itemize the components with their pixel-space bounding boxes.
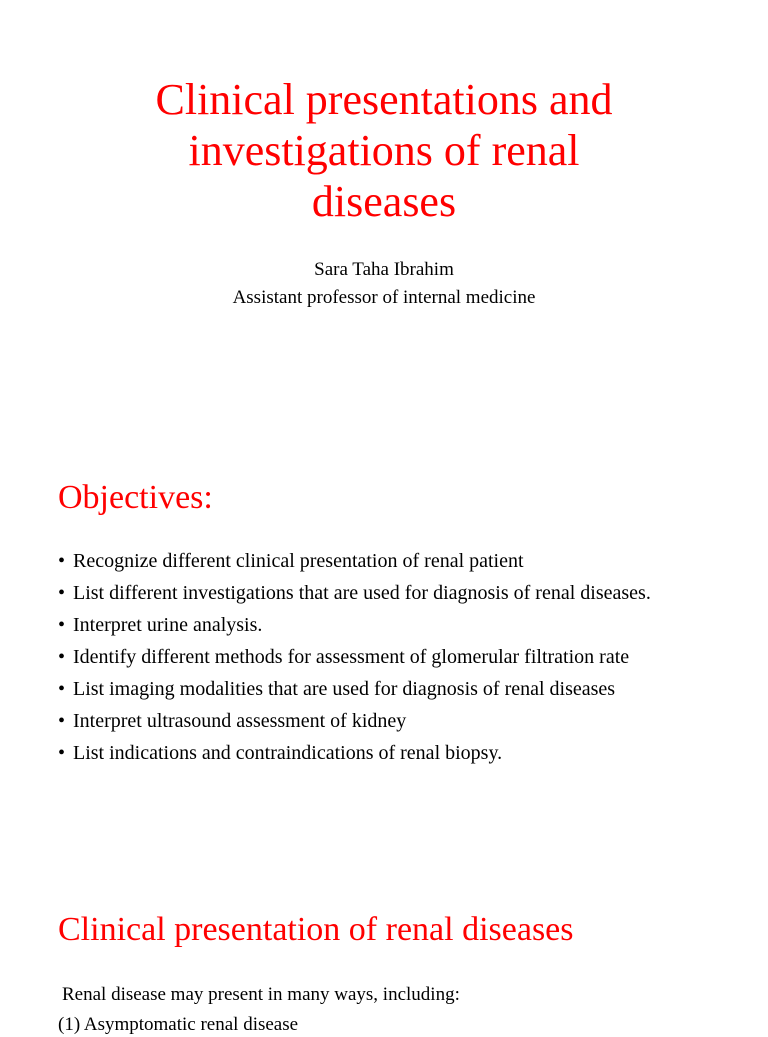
objective-text: Recognize different clinical presentation of renal patient	[73, 550, 524, 572]
bullet-icon: •	[58, 646, 66, 668]
list-item	[58, 645, 708, 669]
objectives-heading: Objectives:	[58, 479, 213, 516]
objective-text: List different investigations that are used for diagnosis of renal diseases.	[73, 582, 651, 604]
objective-text: List imaging modalities that are used for diagnosis of renal diseases	[73, 678, 616, 700]
bullet-icon: •	[58, 678, 66, 700]
numbered-item: (1) Asymptomatic renal disease	[58, 1014, 299, 1035]
bullet-icon: •	[58, 710, 66, 732]
objective-text: List indications and contraindications of renal biopsy.	[73, 742, 503, 764]
objective-text: Interpret ultrasound assessment of kidney	[73, 710, 407, 732]
list-item	[58, 709, 708, 733]
title-line-3: diseases	[311, 177, 457, 226]
title-line-1: Clinical presentations and	[155, 75, 613, 124]
objective-text: Interpret urine analysis.	[73, 614, 263, 636]
list-item	[58, 677, 708, 701]
bullet-icon: •	[58, 742, 66, 764]
author-name: Sara Taha Ibrahim	[314, 259, 454, 280]
page-title	[84, 74, 684, 227]
list-item	[58, 549, 708, 573]
clinical-presentation-heading: Clinical presentation of renal diseases	[58, 911, 574, 948]
author-role: Assistant professor of internal medicine	[232, 287, 536, 308]
objective-text: Identify different methods for assessment of glomerular filtration rate	[73, 646, 630, 668]
title-line-2: investigations of renal	[188, 126, 580, 175]
list-item	[58, 581, 708, 605]
bullet-icon: •	[58, 614, 66, 636]
list-item	[58, 741, 708, 765]
bullet-icon: •	[58, 582, 66, 604]
clinical-presentation-intro: Renal disease may present in many ways, including:	[62, 984, 460, 1005]
objectives-list	[58, 549, 708, 773]
bullet-icon: •	[58, 550, 66, 572]
list-item	[58, 613, 708, 637]
author-block	[84, 256, 684, 312]
